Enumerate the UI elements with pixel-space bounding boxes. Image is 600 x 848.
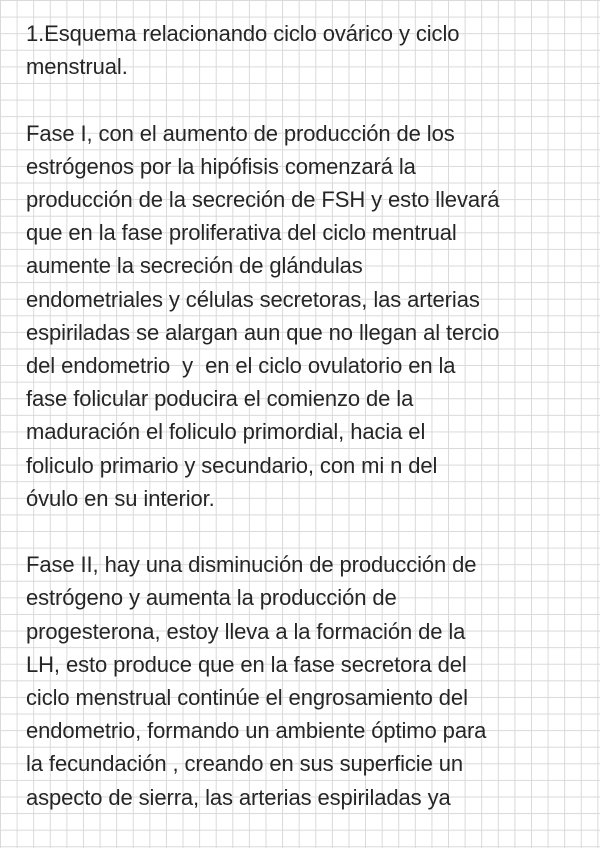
text-line: Fase I, con el aumento de producción de los [26, 120, 455, 146]
text-line: progesterona, estoy lleva a la formación de la [26, 618, 466, 644]
text-line: fase folicular poducira el comienzo de la [26, 386, 414, 412]
text-line: estrógeno y aumenta la producción de [26, 585, 397, 611]
text-line: la fecundación , creando en sus superficie un [26, 751, 464, 777]
text-line: que en la fase proliferativa del ciclo mentrual [26, 220, 457, 246]
text-line: endometrio, formando un ambiente óptimo para [26, 718, 487, 744]
phase-two-paragraph [26, 548, 576, 814]
phase-one-paragraph [26, 117, 576, 515]
heading-paragraph [26, 17, 576, 83]
text-line: estrógenos por la hipófisis comenzará la [26, 153, 416, 179]
text-line: menstrual. [26, 54, 128, 80]
text-line: óvulo en su interior. [26, 485, 215, 511]
text-line: producción de la secreción de FSH y esto llevará [26, 187, 500, 212]
text-line: ciclo menstrual continúe el engrosamiento del [26, 685, 468, 711]
text-line: del endometrio y en el ciclo ovulatorio en la [26, 353, 456, 379]
text-line: LH, esto produce que en la fase secretora del [26, 651, 467, 677]
note-body [26, 17, 576, 814]
text-line: 1.Esquema relacionando ciclo ovárico y ciclo [26, 21, 460, 46]
text-line: aumente la secreción de glándulas [26, 253, 363, 279]
text-line: foliculo primario y secundario, con mi n del [26, 452, 438, 478]
text-line: aspecto de sierra, las arterias espiriladas ya [26, 784, 451, 810]
text-line: espiriladas se alargan aun que no llegan al tercio [26, 319, 500, 345]
text-line: Fase II, hay una disminución de producción de [26, 552, 477, 578]
text-line: endometriales y células secretoras, las arterias [26, 286, 480, 312]
text-line: maduración el foliculo primordial, hacia el [26, 419, 426, 445]
